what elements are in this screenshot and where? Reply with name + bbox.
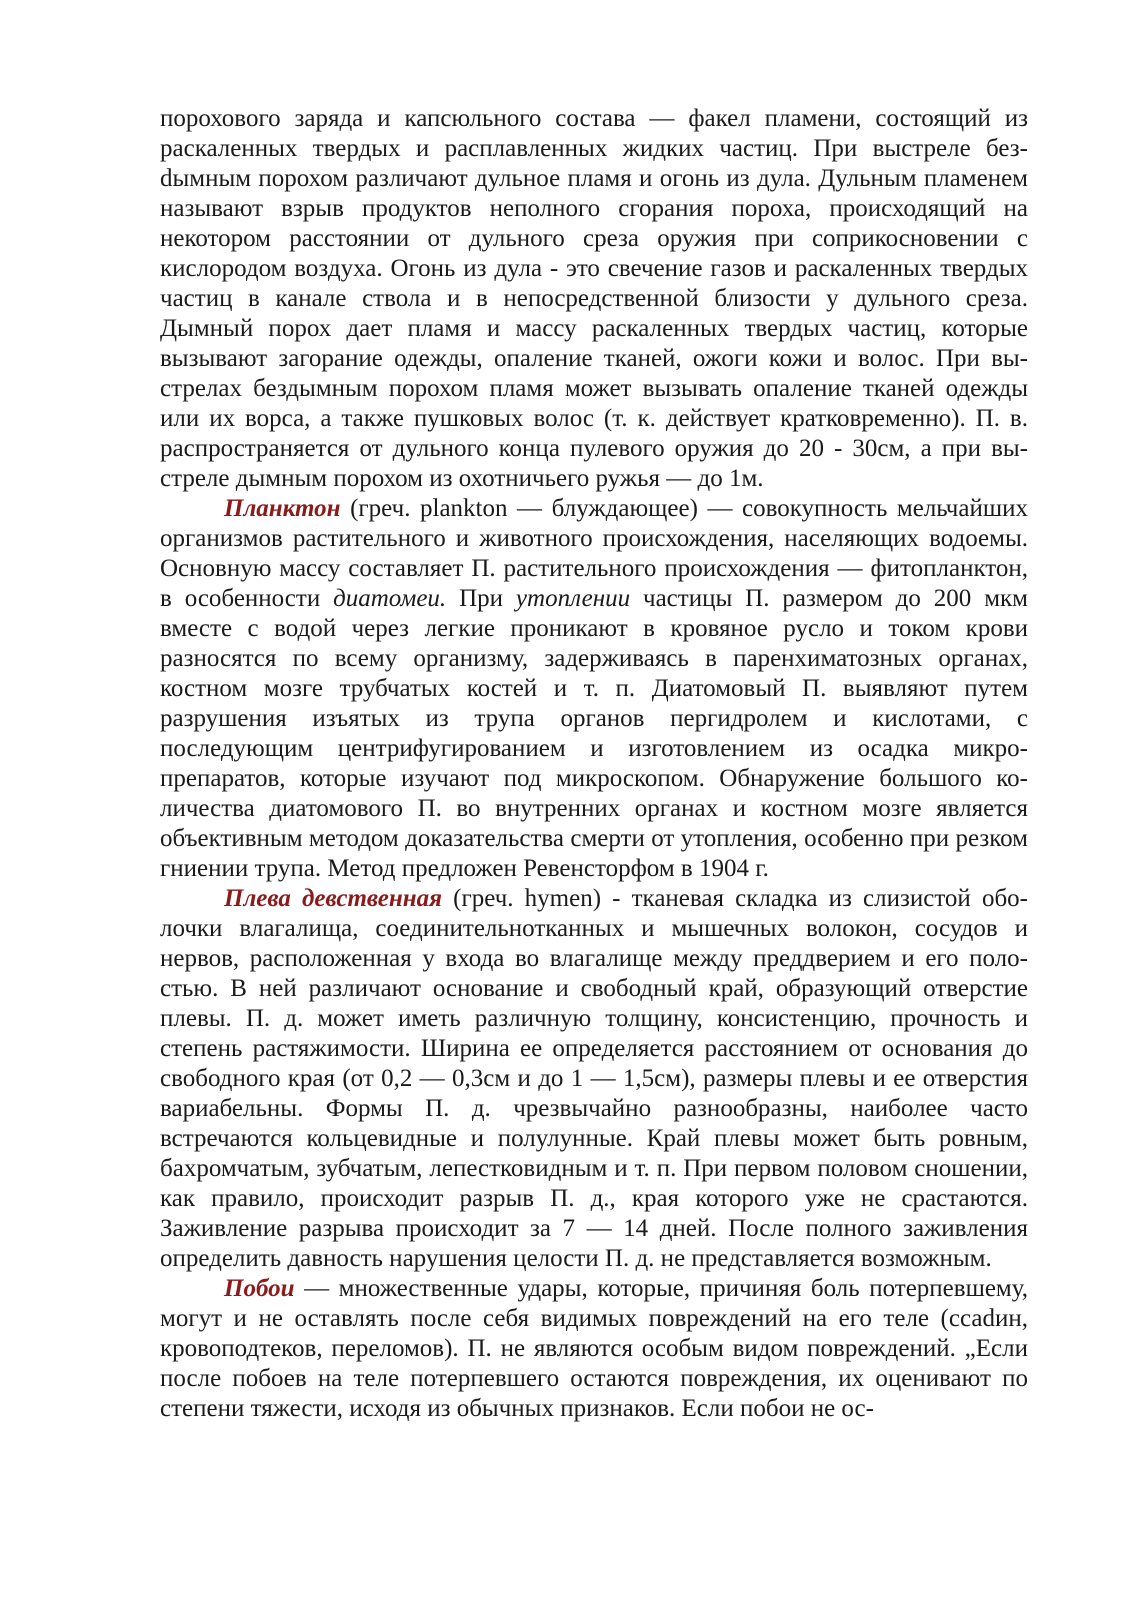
document-page xyxy=(160,104,1028,1424)
cross-reference: диатомеи. xyxy=(333,585,447,612)
entry-text: — множественные удары, которые, причиняя боль потерпевшему, могут и не оставлять после себя видимых повреждений на его теле (ссаdин, кровоподтеков, переломов). П. не являются особым видом повреждений. „Если после побоев на теле потерпевшего остаются повреждения, их оценивают по степени тяжести, исходя из обычных признаков. Если побои не ос- xyxy=(160,1275,1028,1422)
cross-reference: утоплении xyxy=(515,585,631,612)
entry-hymen xyxy=(160,884,1028,1274)
entry-term: Планктон xyxy=(224,495,341,522)
entry-term: Побои xyxy=(224,1275,295,1302)
continuation-paragraph: порохового заряда и капсюльного состава — факел пламени, состоящий из раскаленных твердых и расплавленных жидких частиц. При выстреле безdымным порохом различают дульное пламя и огонь из дула. Дульным пламенем называют взрыв продуктов неполного сгорания пороха, происходящий на некотором расстоянии от дульного среза оружия при соприкосновении с кислородом воздуха. Огонь из дула - это свечение газов и раскаленных твердых частиц в канале ствола и в непосредственной близости у дульного среза. Дымный порох дает пламя и массу раскаленных твердых частиц, которые вызывают загорание одежды, опаление тканей, ожоги кожи и волос. При выстрелах бездымным порохом пламя может вызывать опаление тканей одежды или их ворса, а также пушковых волос (т. к. действует кратковременно). П. в. распространяется от дульного конца пулевого оружия до 20 - 30см, а при выстреле дымным порохом из охотничьего ружья — до 1м. xyxy=(160,105,1028,492)
entry-plankton xyxy=(160,494,1028,884)
entry-text: (греч. plankton — блуждающее) — совокупность мельчайших организмов растительного и животного происхождения, населяющих водоемы. Основную массу составляет П. растительного происхождения — фитопланктон, в особенности xyxy=(160,495,1028,612)
entry-text: частицы П. размером до 200 мкм вместе с водой через легкие проникают в кровяное русло и током крови разносятся по всему организму, задерживаясь в паренхиматозных органах, костном мозге трубчатых костей и т. п. Диатомовый П. выявляют путем разрушения изъятых из трупа органов пергидролем и кислотами, с последующим центрифугированием и изготовлением из осадка микропрепаратов, которые изучают под микроскопом. Обнаружение большого количества диатомового П. во внутренних органах и костном мозге является объективным методом доказательства смерти от утопления, особенно при резком гниении трупа. Метод предложен Ревенсторфом в 1904 г. xyxy=(160,585,1028,882)
entry-term: Плева девственная xyxy=(224,885,442,912)
entry-text: (греч. hymen) - тканевая складка из слизистой оболочки влагалища, соединительнотканных и мышечных волокон, сосудов и нервов, расположенная у входа во влагалище между преддверием и его полостью. В ней различают основание и свободный край, образующий отверстие плевы. П. д. может иметь различную толщину, консистенцию, прочность и степень растяжимости. Ширина ее определяется расстоянием от основания до свободного края (от 0,2 — 0,3см и до 1 — 1,5см), размеры плевы и ее отверстия вариабельны. Формы П. д. чрезвычайно разнообразны, наиболее часто встречаются кольцевидные и полулунные. Край плевы может быть ровным, бахромчатым, зубчатым, лепестковидным и т. п. При первом половом сношении, как правило, происходит разрыв П. д., края которого уже не срастаются. Заживление разрыва происходит за 7 — 14 дней. После полного заживления определить давность нарушения целости П. д. не представляется возможным. xyxy=(160,885,1028,1272)
entry-beatings xyxy=(160,1274,1028,1424)
entry-text: При xyxy=(446,585,516,612)
